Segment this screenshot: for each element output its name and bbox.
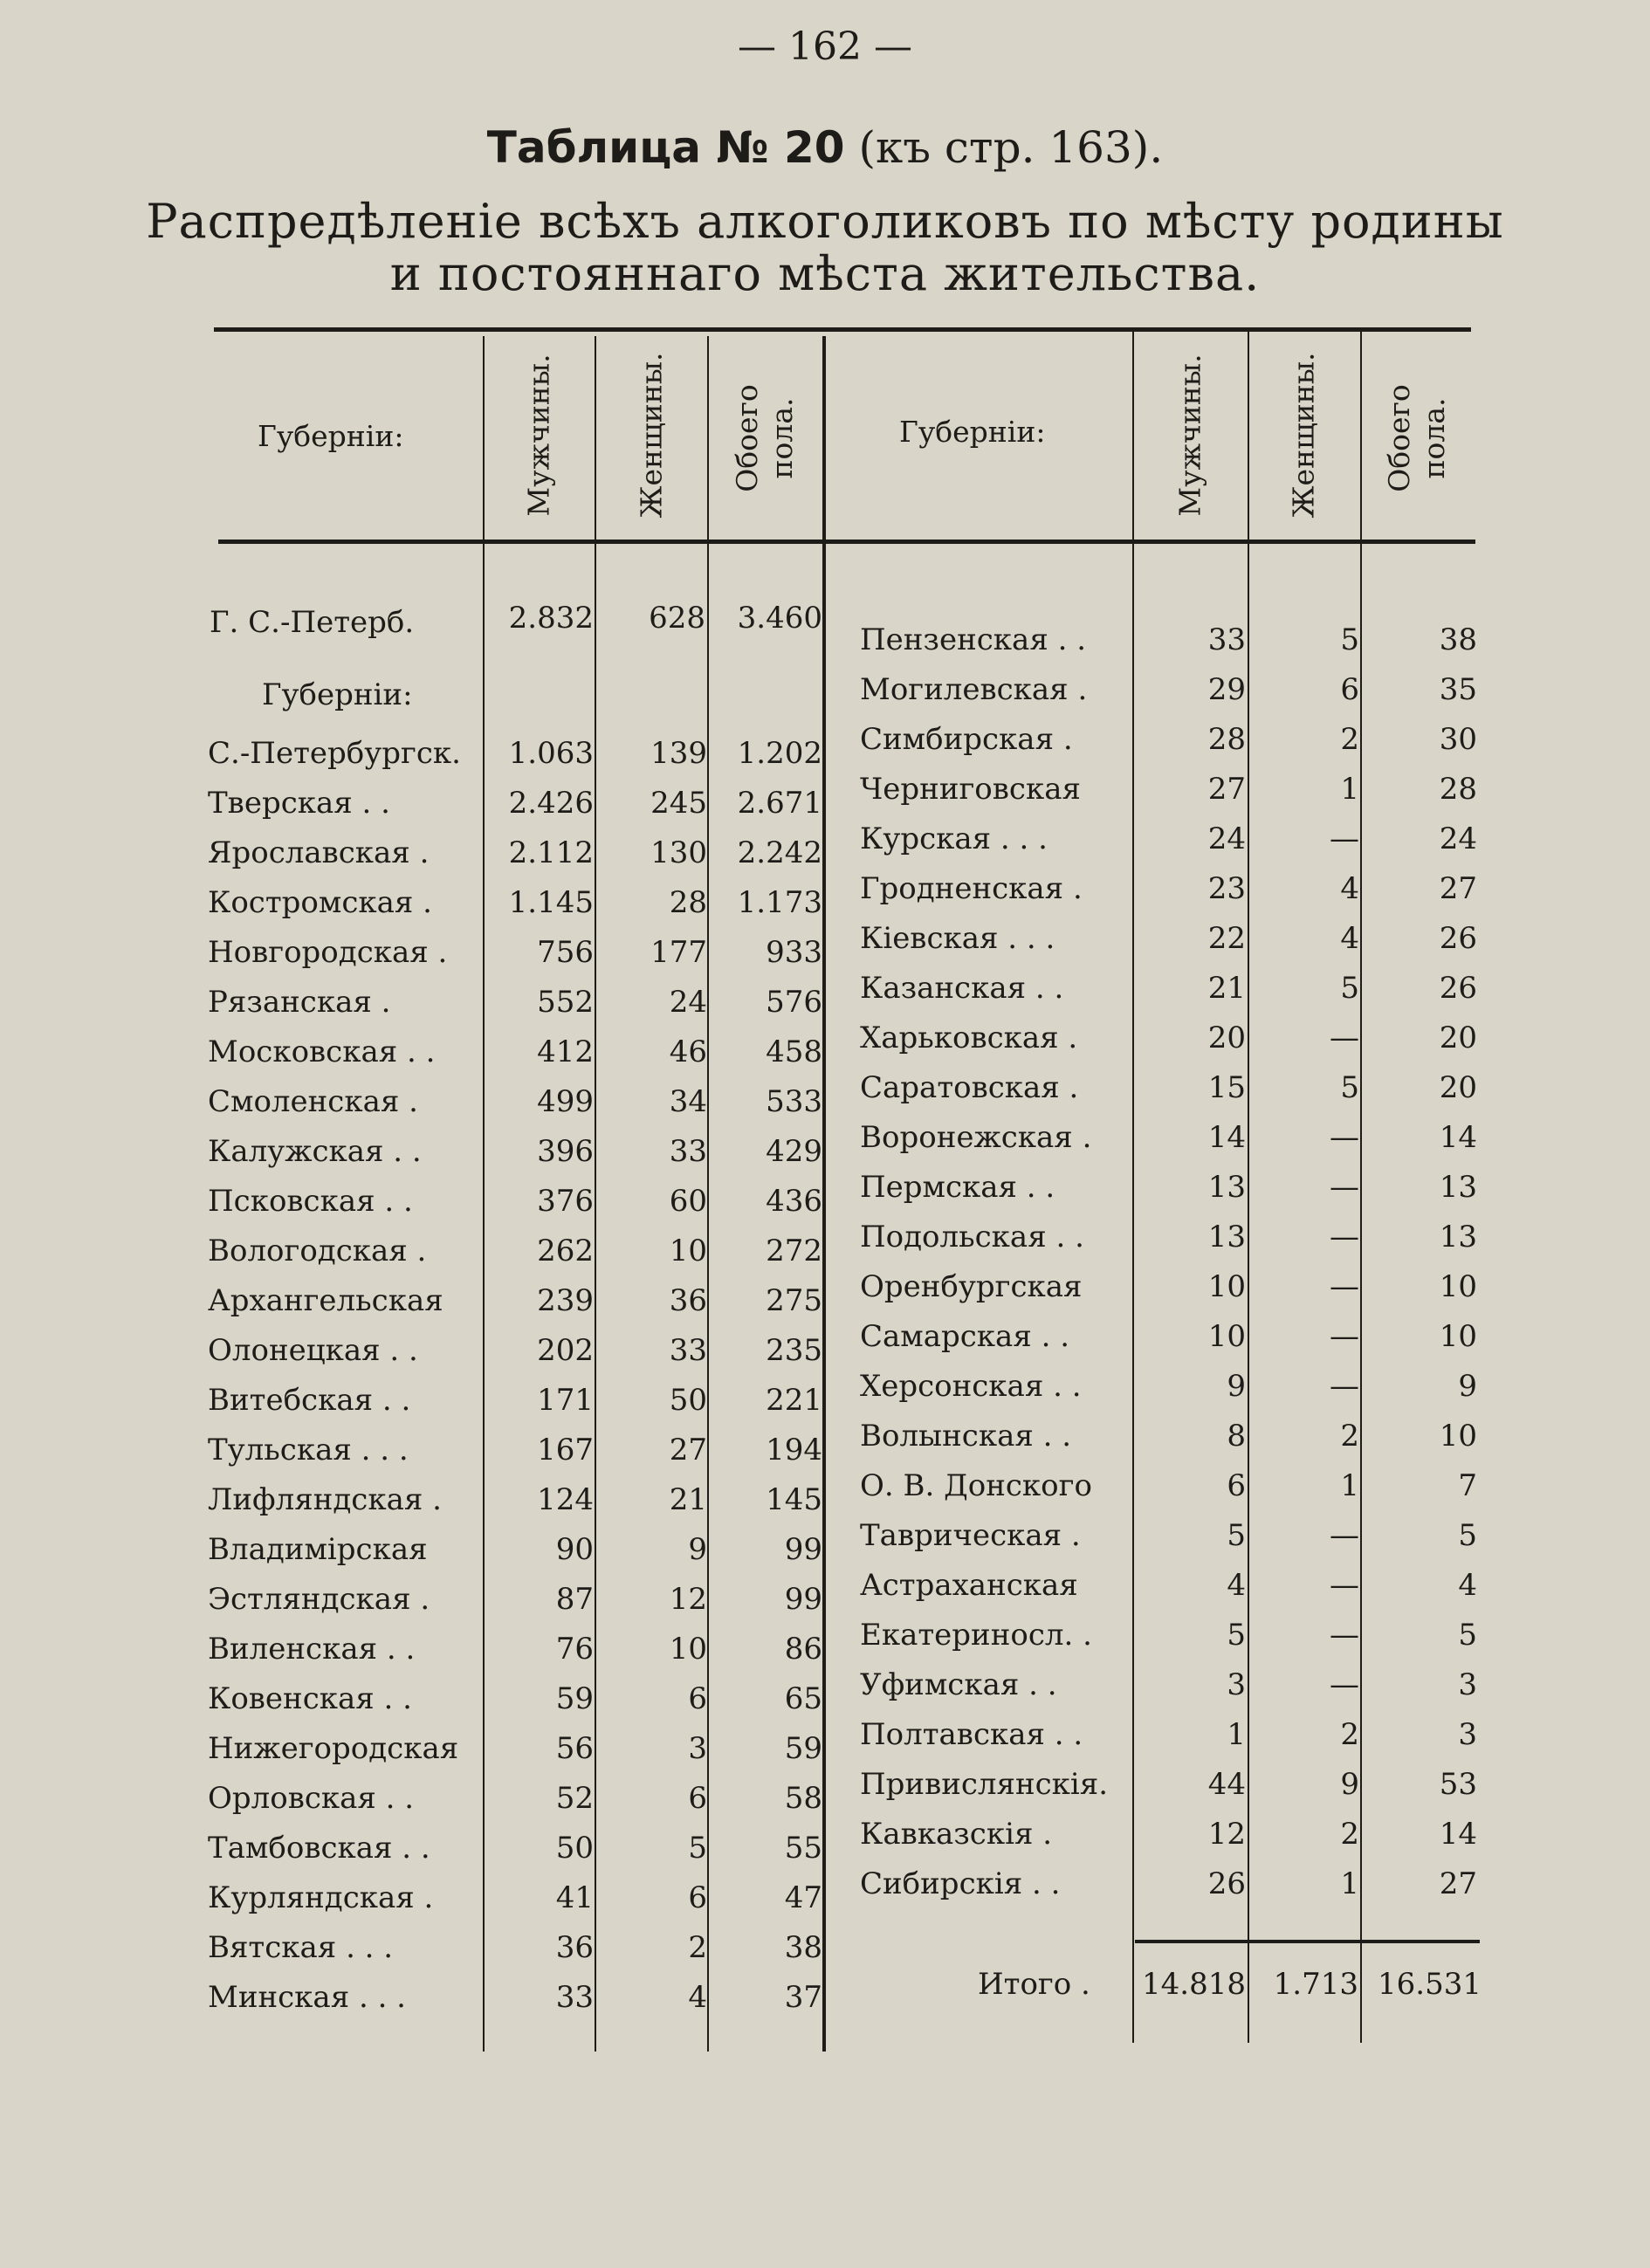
left-row-both: 458 [766, 1034, 822, 1069]
right-row-women: 6 [1340, 672, 1359, 707]
right-row-men: 13 [1207, 1170, 1246, 1205]
left-row-women: 10 [669, 1234, 707, 1268]
right-row-women: — [1330, 1269, 1359, 1304]
left-row-both: 275 [766, 1283, 822, 1318]
right-row-men: 23 [1207, 871, 1246, 906]
right-row-name: Самарская . . [860, 1319, 1070, 1354]
right-row-women: 1 [1340, 1866, 1359, 1901]
right-row-women: — [1330, 1120, 1359, 1155]
right-row-women: 4 [1340, 871, 1359, 906]
left-row-men: 50 [555, 1831, 594, 1866]
col-divider [1132, 332, 1134, 2043]
total-women: 1.713 [1273, 1967, 1358, 2002]
left-row-men: 36 [555, 1930, 594, 1965]
left-row-women: 24 [669, 985, 707, 1020]
left-row-name: Ярославская . [208, 835, 430, 870]
col-divider [595, 336, 596, 2052]
right-row-name: Сибирскія . . [860, 1866, 1061, 1901]
left-row-women: 6 [688, 1880, 707, 1915]
right-row-women: — [1330, 1369, 1359, 1404]
right-row-women: 2 [1340, 1817, 1359, 1852]
header-province-right: Губерніи: [899, 415, 1046, 449]
left-row-women: 245 [650, 786, 707, 821]
left-row-women: 34 [669, 1084, 707, 1119]
left-row-men: 76 [555, 1632, 594, 1667]
header-both-left: Обоего пола. [730, 384, 799, 492]
right-row-name: Гродненская . [860, 871, 1083, 906]
left-top-row-men: 2.832 [508, 601, 594, 636]
right-row-both: 20 [1439, 1021, 1477, 1055]
total-rule [1135, 1940, 1480, 1943]
right-row-both: 3 [1458, 1667, 1477, 1702]
subtitle-line-1: Распредѣленіе всѣхъ алкоголиковъ по мѣсту родины [146, 194, 1504, 249]
right-row-men: 10 [1207, 1319, 1246, 1354]
left-row-men: 412 [537, 1034, 594, 1069]
right-row-men: 15 [1207, 1070, 1246, 1105]
right-row-both: 24 [1439, 821, 1477, 856]
left-top-row-both: 3.460 [737, 601, 822, 636]
left-row-men: 552 [537, 985, 594, 1020]
right-row-name: Пензенская . . [860, 622, 1087, 657]
right-row-both: 35 [1439, 672, 1477, 707]
left-row-women: 4 [688, 1980, 707, 2015]
right-row-men: 9 [1227, 1369, 1246, 1404]
right-row-name: Херсонская . . [860, 1369, 1082, 1404]
right-row-name: Полтавская . . [860, 1717, 1083, 1752]
right-row-men: 22 [1207, 921, 1246, 956]
left-row-men: 376 [537, 1184, 594, 1219]
right-row-name: Подольская . . [860, 1220, 1084, 1254]
right-row-men: 26 [1207, 1866, 1246, 1901]
left-row-both: 429 [766, 1134, 822, 1169]
left-row-both: 2.671 [737, 786, 822, 821]
right-row-name: Воронежская . [860, 1120, 1092, 1155]
left-row-name: Нижегородская [208, 1731, 459, 1766]
left-row-women: 6 [688, 1781, 707, 1816]
left-row-name: С.-Петербургск. [208, 736, 461, 771]
right-row-men: 12 [1207, 1817, 1246, 1852]
right-row-name: Кіевская . . . [860, 921, 1055, 956]
right-row-both: 10 [1439, 1319, 1477, 1354]
left-row-women: 9 [688, 1532, 707, 1567]
left-row-men: 52 [555, 1781, 594, 1816]
right-row-women: — [1330, 1170, 1359, 1205]
left-row-name: Орловская . . [208, 1781, 415, 1816]
right-row-both: 38 [1439, 622, 1477, 657]
right-row-women: 5 [1340, 1070, 1359, 1105]
right-row-name: Пермская . . [860, 1170, 1055, 1205]
total-both: 16.531 [1378, 1967, 1482, 2002]
left-row-name: Ковенская . . [208, 1681, 412, 1716]
right-row-women: — [1330, 1319, 1359, 1354]
right-row-both: 10 [1439, 1269, 1477, 1304]
right-row-both: 28 [1439, 772, 1477, 807]
right-row-men: 33 [1207, 622, 1246, 657]
header-both-right: Обоего пола. [1382, 384, 1451, 492]
left-row-both: 99 [784, 1532, 822, 1567]
left-row-both: 145 [766, 1482, 822, 1517]
right-row-women: 9 [1340, 1767, 1359, 1802]
left-row-name: Эстляндская . [208, 1582, 430, 1617]
page-number: — 162 — [738, 24, 912, 69]
left-top-row-name: Г. С.-Петерб. [210, 605, 415, 640]
left-row-men: 167 [537, 1433, 594, 1467]
left-row-name: Владимірская [208, 1532, 428, 1567]
right-row-both: 26 [1439, 921, 1477, 956]
total-label: Итого . [978, 1967, 1090, 2002]
right-row-name: Привислянскія. [860, 1767, 1109, 1802]
right-row-name: О. В. Донского [860, 1468, 1092, 1503]
left-row-name: Тверская . . [208, 786, 390, 821]
left-row-both: 221 [766, 1383, 822, 1418]
left-row-name: Тамбовская . . [208, 1831, 430, 1866]
right-row-women: — [1330, 1021, 1359, 1055]
left-row-men: 33 [555, 1980, 594, 2015]
left-row-women: 36 [669, 1283, 707, 1318]
right-row-women: — [1330, 1618, 1359, 1653]
left-row-men: 41 [555, 1880, 594, 1915]
header-women-right: Женщины. [1286, 352, 1321, 519]
right-row-men: 4 [1227, 1568, 1246, 1603]
right-row-men: 20 [1207, 1021, 1246, 1055]
left-row-men: 171 [537, 1383, 594, 1418]
right-row-women: 2 [1340, 722, 1359, 757]
table-top-rule [214, 327, 1471, 332]
left-row-men: 124 [537, 1482, 594, 1517]
left-row-name: Олонецкая . . [208, 1333, 418, 1368]
right-row-women: 5 [1340, 971, 1359, 1006]
right-row-name: Харьковская . [860, 1021, 1078, 1055]
left-row-both: 55 [784, 1831, 822, 1866]
right-row-men: 3 [1227, 1667, 1246, 1702]
left-row-name: Калужская . . [208, 1134, 422, 1169]
left-row-men: 2.426 [508, 786, 594, 821]
left-row-name: Костромская . [208, 885, 432, 920]
left-row-women: 177 [650, 935, 707, 970]
right-row-men: 44 [1207, 1767, 1246, 1802]
left-row-both: 65 [784, 1681, 822, 1716]
left-row-women: 3 [688, 1731, 707, 1766]
right-row-women: — [1330, 1518, 1359, 1553]
left-row-both: 58 [784, 1781, 822, 1816]
right-row-both: 27 [1439, 871, 1477, 906]
right-row-both: 3 [1458, 1717, 1477, 1752]
header-bottom-rule [218, 540, 1475, 544]
table-title-ref: (къ стр. 163). [858, 122, 1164, 173]
left-row-name: Вятская . . . [208, 1930, 394, 1965]
header-men-left: Мужчины. [521, 354, 556, 517]
right-row-both: 5 [1458, 1518, 1477, 1553]
left-row-name: Псковская . . [208, 1184, 413, 1219]
left-row-both: 436 [766, 1184, 822, 1219]
left-row-women: 60 [669, 1184, 707, 1219]
left-row-both: 38 [784, 1930, 822, 1965]
right-row-men: 27 [1207, 772, 1246, 807]
right-row-men: 1 [1227, 1717, 1246, 1752]
right-row-both: 53 [1439, 1767, 1477, 1802]
right-row-both: 27 [1439, 1866, 1477, 1901]
right-row-men: 6 [1227, 1468, 1246, 1503]
right-row-men: 24 [1207, 821, 1246, 856]
left-row-men: 202 [537, 1333, 594, 1368]
header-men-right: Мужчины. [1172, 354, 1207, 517]
right-row-name: Казанская . . [860, 971, 1064, 1006]
left-row-men: 56 [555, 1731, 594, 1766]
left-row-women: 33 [669, 1134, 707, 1169]
left-row-men: 87 [555, 1582, 594, 1617]
left-row-women: 2 [688, 1930, 707, 1965]
header-women-left: Женщины. [634, 352, 669, 519]
left-row-both: 47 [784, 1880, 822, 1915]
right-row-women: — [1330, 1667, 1359, 1702]
left-row-both: 933 [766, 935, 822, 970]
right-row-name: Екатериносл. . [860, 1618, 1092, 1653]
right-row-name: Таврическая . [860, 1518, 1081, 1553]
left-row-women: 139 [650, 736, 707, 771]
table-title [0, 122, 1650, 173]
left-row-name: Вологодская . [208, 1234, 427, 1268]
left-row-men: 1.063 [508, 736, 594, 771]
right-row-men: 14 [1207, 1120, 1246, 1155]
left-row-men: 262 [537, 1234, 594, 1268]
col-divider [1248, 332, 1249, 2043]
right-row-men: 5 [1227, 1518, 1246, 1553]
left-row-both: 1.202 [737, 736, 822, 771]
left-row-both: 2.242 [737, 835, 822, 870]
left-row-name: Витебская . . [208, 1383, 411, 1418]
left-row-men: 756 [537, 935, 594, 970]
right-row-women: 1 [1340, 1468, 1359, 1503]
left-row-name: Минская . . . [208, 1980, 406, 2015]
right-row-men: 28 [1207, 722, 1246, 757]
right-row-men: 8 [1227, 1419, 1246, 1454]
left-row-both: 272 [766, 1234, 822, 1268]
right-row-women: 2 [1340, 1419, 1359, 1454]
right-row-both: 30 [1439, 722, 1477, 757]
left-row-men: 396 [537, 1134, 594, 1169]
left-row-both: 1.173 [737, 885, 822, 920]
left-row-name: Лифляндская . [208, 1482, 442, 1517]
right-row-men: 10 [1207, 1269, 1246, 1304]
left-row-women: 130 [650, 835, 707, 870]
right-row-name: Черниговская [860, 772, 1081, 807]
right-row-name: Уфимская . . [860, 1667, 1057, 1702]
total-men: 14.818 [1142, 1967, 1246, 2002]
right-row-women: 1 [1340, 772, 1359, 807]
left-row-both: 86 [784, 1632, 822, 1667]
left-row-name: Смоленская . [208, 1084, 418, 1119]
left-row-both: 59 [784, 1731, 822, 1766]
right-row-name: Кавказскія . [860, 1817, 1053, 1852]
left-row-men: 90 [555, 1532, 594, 1567]
left-row-both: 576 [766, 985, 822, 1020]
left-row-both: 194 [766, 1433, 822, 1467]
left-top-row-women: 628 [649, 601, 705, 636]
left-row-men: 239 [537, 1283, 594, 1318]
right-row-name: Оренбургская [860, 1269, 1083, 1304]
left-row-women: 50 [669, 1383, 707, 1418]
right-row-both: 4 [1458, 1568, 1477, 1603]
right-row-women: 2 [1340, 1717, 1359, 1752]
right-row-name: Могилевская . [860, 672, 1088, 707]
right-row-men: 13 [1207, 1220, 1246, 1254]
right-row-name: Курская . . . [860, 821, 1048, 856]
left-row-both: 235 [766, 1333, 822, 1368]
left-row-name: Рязанская . [208, 985, 391, 1020]
col-divider [1360, 332, 1362, 2043]
left-row-both: 99 [784, 1582, 822, 1617]
right-row-name: Саратовская . [860, 1070, 1079, 1105]
col-divider [707, 336, 709, 2052]
right-row-men: 29 [1207, 672, 1246, 707]
right-row-both: 26 [1439, 971, 1477, 1006]
right-row-both: 7 [1458, 1468, 1477, 1503]
right-row-name: Астраханская [860, 1568, 1078, 1603]
left-row-name: Архангельская [208, 1283, 443, 1318]
right-row-name: Волынская . . [860, 1419, 1072, 1454]
left-row-women: 46 [669, 1034, 707, 1069]
left-row-women: 12 [669, 1582, 707, 1617]
right-row-women: — [1330, 1568, 1359, 1603]
left-row-women: 27 [669, 1433, 707, 1467]
left-row-name: Виленская . . [208, 1632, 416, 1667]
col-divider [483, 336, 485, 2052]
right-row-both: 13 [1439, 1220, 1477, 1254]
left-row-name: Новгородская . [208, 935, 448, 970]
left-row-women: 21 [669, 1482, 707, 1517]
right-row-women: — [1330, 1220, 1359, 1254]
left-row-men: 1.145 [508, 885, 594, 920]
left-row-men: 2.112 [508, 835, 594, 870]
subtitle-line-2: и постояннаго мѣста жительства. [389, 246, 1261, 301]
left-row-women: 5 [688, 1831, 707, 1866]
left-row-women: 6 [688, 1681, 707, 1716]
right-row-both: 13 [1439, 1170, 1477, 1205]
right-row-both: 20 [1439, 1070, 1477, 1105]
left-row-women: 33 [669, 1333, 707, 1368]
left-row-both: 37 [784, 1980, 822, 2015]
table-center-divider [822, 336, 826, 2052]
left-row-both: 533 [766, 1084, 822, 1119]
header-province-left: Губерніи: [258, 419, 404, 453]
left-row-women: 28 [669, 885, 707, 920]
right-row-both: 14 [1439, 1120, 1477, 1155]
left-row-men: 59 [555, 1681, 594, 1716]
right-row-both: 9 [1458, 1369, 1477, 1404]
right-row-name: Симбирская . [860, 722, 1073, 757]
left-row-name: Курляндская . [208, 1880, 434, 1915]
right-row-men: 21 [1207, 971, 1246, 1006]
right-row-women: — [1330, 821, 1359, 856]
right-row-women: 4 [1340, 921, 1359, 956]
right-row-both: 10 [1439, 1419, 1477, 1454]
left-group-label: Губерніи: [262, 677, 413, 712]
table-title-main: Таблица № 20 [486, 122, 845, 173]
right-row-women: 5 [1340, 622, 1359, 657]
left-row-men: 499 [537, 1084, 594, 1119]
left-row-name: Московская . . [208, 1034, 436, 1069]
right-row-men: 5 [1227, 1618, 1246, 1653]
left-row-name: Тульская . . . [208, 1433, 409, 1467]
left-row-women: 10 [669, 1632, 707, 1667]
right-row-both: 5 [1458, 1618, 1477, 1653]
right-row-both: 14 [1439, 1817, 1477, 1852]
